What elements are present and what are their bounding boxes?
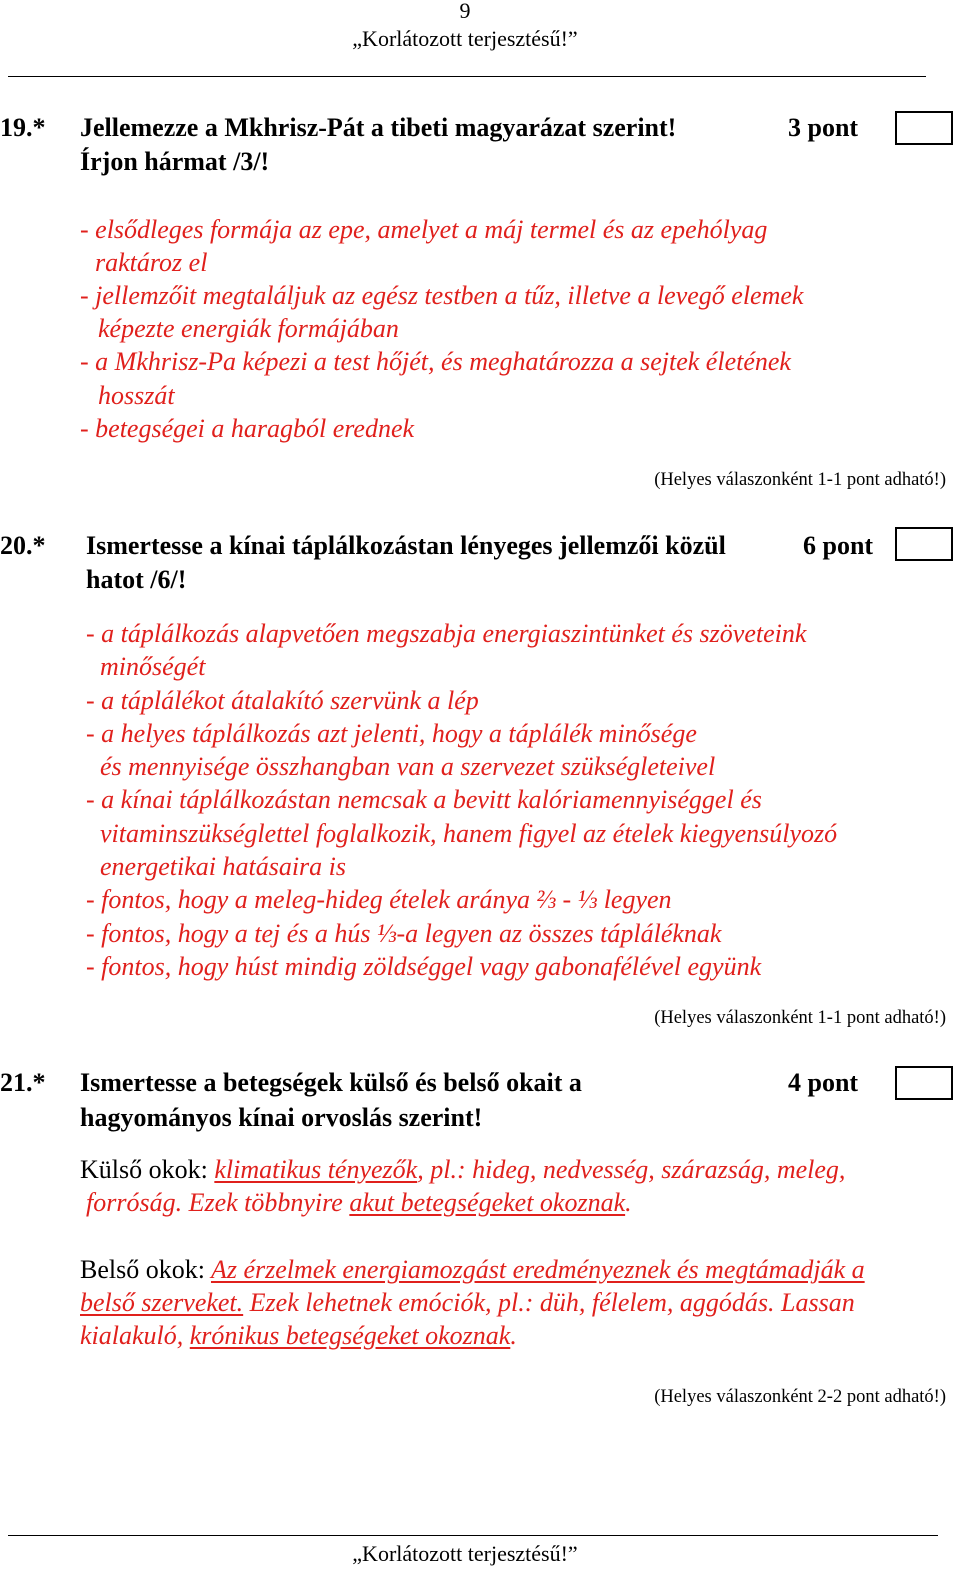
external-causes-label: Külső okok: bbox=[80, 1155, 208, 1184]
q21-title-line2: hagyományos kínai orvoslás szerint! bbox=[80, 1103, 483, 1132]
q21-score-box bbox=[895, 1066, 953, 1100]
q20-answer-line: - a kínai táplálkozástan nemcsak a bevitt kalóriamennyiséggel és bbox=[86, 785, 762, 814]
q19-title-line2: Írjon hármat /3/! bbox=[80, 147, 270, 176]
internal-causes-label: Belső okok: bbox=[80, 1255, 205, 1284]
q20-scoring-note: (Helyes válaszonként 1-1 pont adható!) bbox=[654, 1008, 946, 1028]
q20-points: 6 pont bbox=[803, 531, 874, 560]
q21-number: 21.* bbox=[0, 1068, 46, 1097]
q19-answer-line: raktároz el bbox=[95, 248, 208, 277]
internal-causes-key-phrase: Az érzelmek energiamozgást eredményeznek és megtámadják a bbox=[210, 1255, 865, 1284]
q19-answer-line: hosszát bbox=[98, 381, 175, 410]
q20-answer-line: és mennyisége összhangban van a szervezet szükségleteivel bbox=[100, 752, 716, 781]
footer-restriction-note: „Korlátozott terjesztésű!” bbox=[352, 1541, 578, 1566]
q20-answer-line: energetikai hatásaira is bbox=[100, 852, 347, 881]
q19-number: 19.* bbox=[0, 113, 46, 142]
internal-causes-period: . bbox=[510, 1321, 517, 1350]
q21-external-line2 bbox=[86, 1188, 632, 1218]
q19-answer-line: - a Mkhrisz-Pa képezi a test hőjét, és meghatározza a sejtek életének bbox=[80, 347, 791, 376]
q19-answer-line: - jellemzőit megtaláljuk az egész testben a tűz, illetve a levegő elemek bbox=[80, 281, 804, 310]
header-restriction-note: „Korlátozott terjesztésű!” bbox=[352, 26, 578, 51]
internal-causes-examples: Ezek lehetnek emóciók, pl.: düh, félelem, aggódás. Lassan bbox=[243, 1288, 855, 1317]
q19-title-line1: Jellemezze a Mkhrisz-Pát a tibeti magyarázat szerint! bbox=[80, 113, 677, 142]
q19-answer-line: - elsődleges formája az epe, amelyet a máj termel és az epehólyag bbox=[80, 215, 768, 244]
q20-answer-line: - fontos, hogy a meleg-hideg ételek aránya ⅔ - ⅓ legyen bbox=[86, 885, 672, 914]
page-number: 9 bbox=[459, 0, 471, 23]
q20-number: 20.* bbox=[0, 531, 46, 560]
q19-answer-line: - betegségei a haragból erednek bbox=[80, 414, 415, 443]
q20-answer-line: - fontos, hogy a tej és a hús ⅓-a legyen az összes tápláléknak bbox=[86, 919, 722, 948]
q21-title-line1: Ismertesse a betegségek külső és belső okait a bbox=[80, 1068, 582, 1097]
external-causes-outcome: akut betegségeket okoznak bbox=[349, 1188, 626, 1217]
internal-causes-key-phrase-end: belső szerveket. bbox=[80, 1288, 244, 1317]
q20-answer-line: - a helyes táplálkozás azt jelenti, hogy a táplálék minősége bbox=[86, 719, 697, 748]
footer-divider bbox=[8, 1535, 938, 1536]
q21-external-line1 bbox=[80, 1155, 845, 1185]
q20-answer-line: - a táplálékot átalakító szervünk a lép bbox=[86, 686, 479, 715]
q20-answer-line: - a táplálkozás alapvetően megszabja energiaszintünket és szöveteink bbox=[86, 619, 807, 648]
external-causes-key-term: klimatikus tényezők bbox=[214, 1155, 418, 1184]
q20-title-line2: hatot /6/! bbox=[86, 565, 187, 594]
q21-internal-line3 bbox=[80, 1321, 517, 1351]
q19-points: 3 pont bbox=[788, 113, 859, 142]
internal-causes-text: kialakuló, bbox=[80, 1321, 190, 1350]
q20-title-line1: Ismertesse a kínai táplálkozástan lényeges jellemzői közül bbox=[86, 531, 726, 560]
q21-internal-line1 bbox=[80, 1255, 865, 1285]
header-divider bbox=[8, 76, 926, 77]
q21-internal-line2 bbox=[80, 1288, 855, 1318]
q20-score-box bbox=[895, 527, 953, 561]
q20-answer-line: - fontos, hogy húst mindig zöldséggel vagy gabonafélével együnk bbox=[86, 952, 762, 981]
q20-answer-line: minőségét bbox=[100, 652, 206, 681]
q20-answer-line: vitaminszükséglettel foglalkozik, hanem figyel az ételek kiegyensúlyozó bbox=[100, 819, 838, 848]
external-causes-text: forróság. Ezek többnyire bbox=[86, 1188, 350, 1217]
q19-scoring-note: (Helyes válaszonként 1-1 pont adható!) bbox=[654, 470, 946, 490]
q19-answer-line: képezte energiák formájában bbox=[98, 314, 399, 343]
q21-scoring-note: (Helyes válaszonként 2-2 pont adható!) bbox=[654, 1387, 946, 1407]
q21-points: 4 pont bbox=[788, 1068, 859, 1097]
internal-causes-outcome: krónikus betegségeket okoznak bbox=[189, 1321, 511, 1350]
external-causes-period: . bbox=[625, 1188, 632, 1217]
q19-score-box bbox=[895, 111, 953, 145]
external-causes-examples: , pl.: hideg, nedvesség, szárazság, meleg, bbox=[417, 1155, 846, 1184]
